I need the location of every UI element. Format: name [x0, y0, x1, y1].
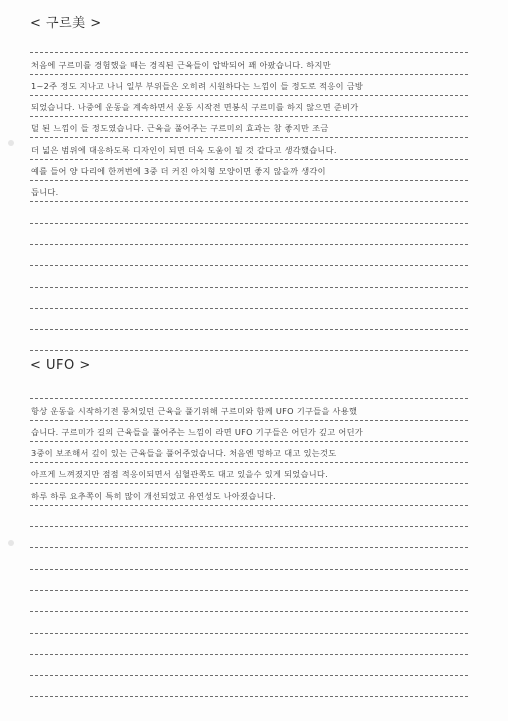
ruled-line — [30, 655, 468, 676]
punch-hole-mark — [8, 140, 14, 146]
ruled-line — [30, 442, 468, 463]
ruled-line — [30, 138, 468, 159]
section-title-ufo: < UFO > — [30, 358, 91, 373]
handwritten-line: 덜 된 느낌이 들 정도였습니다. 근육을 풀어주는 구르미의 효과는 참 좋지만 조금 — [31, 123, 329, 134]
ruled-line — [30, 399, 468, 420]
punch-hole-mark — [8, 540, 14, 546]
ruled-line — [30, 591, 468, 612]
ruled-line — [30, 309, 468, 330]
ruled-line — [30, 634, 468, 655]
ruled-line — [30, 570, 468, 591]
ruled-line — [30, 330, 468, 351]
ruled-line — [30, 224, 468, 245]
ruled-line — [30, 266, 468, 287]
handwritten-line: 1~2주 정도 지나고 나니 일부 부위들은 오히려 시원하다는 느낌이 들 정도로 적응이 금방 — [31, 80, 364, 91]
ruled-line — [30, 96, 468, 117]
ruled-line — [30, 506, 468, 527]
ruled-line — [30, 32, 468, 53]
section-title-gurumi: < 구르美 > — [30, 16, 102, 31]
handwritten-line: 예를 들어 양 다리에 한꺼번에 3중 더 커진 아치형 모양이면 좋지 않을까 생각이 — [31, 166, 326, 177]
handwritten-line: 처음에 구르미를 경험했을 때는 경직된 근육들이 압박되어 꽤 아팠습니다. 하지만 — [31, 59, 331, 70]
ruled-line — [30, 378, 468, 399]
ruled-line — [30, 181, 468, 202]
ruled-lines-ufo — [30, 378, 468, 697]
handwritten-line: 하루 하루 요추쪽이 특히 많이 개선되었고 유연성도 나아졌습니다. — [31, 490, 276, 501]
handwritten-line: 더 넓은 범위에 대응하도록 디자인이 되면 더욱 도움이 될 것 같다고 생각했습니다. — [31, 144, 337, 155]
handwritten-line: 듭니다. — [31, 187, 59, 198]
ruled-line — [30, 612, 468, 633]
ruled-line — [30, 463, 468, 484]
ruled-line — [30, 676, 468, 697]
handwritten-line: 아프게 느껴졌지만 점점 적응이되면서 심혈관쪽도 대고 있을수 있게 되었습니다. — [31, 469, 329, 480]
ruled-line — [30, 421, 468, 442]
ruled-line — [30, 484, 468, 505]
ruled-line — [30, 53, 468, 74]
ruled-line — [30, 160, 468, 181]
ruled-lines-gurumi — [30, 32, 468, 351]
ruled-line — [30, 202, 468, 223]
ruled-line — [30, 245, 468, 266]
ruled-line — [30, 548, 468, 569]
ruled-line — [30, 75, 468, 96]
handwritten-line: 습니다. 구르미가 길의 근육들을 풀어주는 느낌이 라면 UFO 기구들은 어딘가 깊고 어딘가 — [31, 426, 363, 437]
handwritten-line: 3중이 보조해서 깊이 있는 근육들을 풀어주었습니다. 처음엔 멍하고 대고 있는것도 — [31, 448, 337, 459]
handwritten-line: 항상 운동을 시작하기전 뭉쳐있던 근육을 풀기위해 구르미와 함께 UFO 기구들을 사용했 — [31, 405, 358, 416]
ruled-line — [30, 288, 468, 309]
handwritten-line: 되었습니다. 나중에 운동을 계속하면서 운동 시작전 면봉식 구르미를 하지 않으면 준비가 — [31, 102, 359, 113]
ruled-line — [30, 527, 468, 548]
ruled-line — [30, 117, 468, 138]
